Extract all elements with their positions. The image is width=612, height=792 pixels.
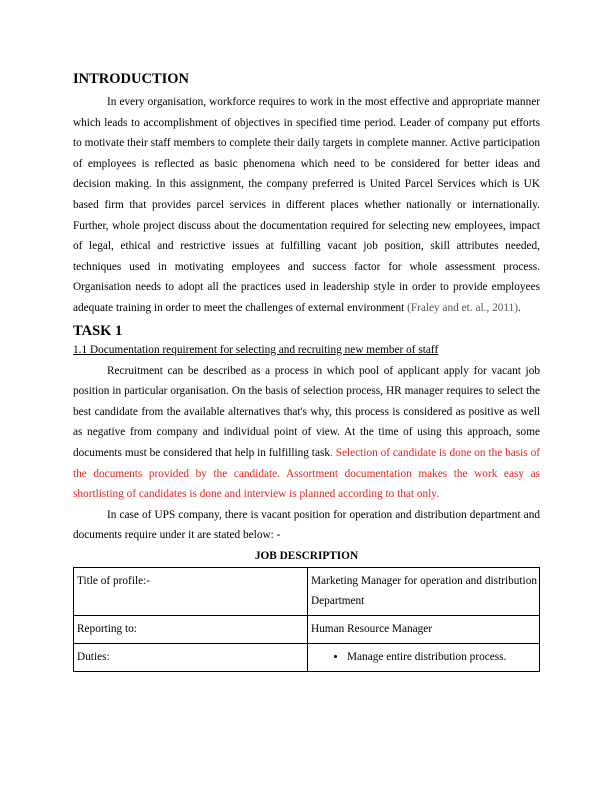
table-row: [74, 643, 540, 671]
task1-paragraph-1-text: Recruitment can be described as a process in which pool of applicant apply for vacant job position in particular organisation. On the basis of selection process, HR manager requires to select the best candidate from the available alternatives that's why, this process is considered as positive as well as negative from company and individual point of view. At the time of using this approach, some documents must be considered that help in fulfilling task: [73, 364, 540, 459]
task1-paragraph-1: [73, 361, 540, 505]
intro-text: In every organisation, workforce requires to work in the most effective and appropriate manner which leads to accomplishment of objectives in specified time period. Leader of company put efforts to motivate their staff members to complete their daily targets in complete manner. Active participation of employees is reflected as basic phenomena which need to be considered for better ideas and decision making. In this assignment, the company preferred is United Parcel Services which is UK based firm that provides parcel services in different places whether nationally or internationally. Further, whole project discuss about the documentation required for selecting new employees, impact of legal, ethical and restrictive issues at fulfilling vacant job position, skill attributes needed, techniques used in motivating employees and success factor for whole assessment process. Organisation needs to adopt all the practices used in leadership style in order to provide employees adequate training in order to meet the challenges of external environment: [73, 96, 540, 314]
row-label: Duties:: [74, 643, 308, 671]
job-description-table: [73, 567, 540, 672]
list-item: • Manage entire distribution process.: [347, 647, 537, 667]
document-page: [73, 70, 540, 672]
task1-heading: TASK 1: [73, 322, 123, 339]
intro-end: .: [518, 301, 521, 314]
row-label: Reporting to:: [74, 615, 308, 643]
row-value: Marketing Manager for operation and distribution Department: [308, 567, 540, 615]
row-label: Title of profile:-: [74, 567, 308, 615]
row-value: Human Resource Manager: [308, 615, 540, 643]
job-description-title: JOB DESCRIPTION: [254, 549, 359, 562]
intro-citation: (Fraley and et. al., 2011): [407, 301, 519, 314]
intro-heading: INTRODUCTION: [73, 71, 190, 87]
duties-list: [311, 647, 537, 667]
task1-paragraph-1-highlight: . Selection of candidate is done on the basis of the documents provided by the candidate. Assortment documentation makes the work easy as shortlisting of candidates is done and interview is planned according to that only.: [73, 446, 540, 501]
table-row: [74, 615, 540, 643]
table-row: [74, 567, 540, 615]
row-value-list: [308, 643, 540, 671]
task1-subheading: 1.1 Documentation requirement for selecting and recruiting new member of staff: [73, 343, 439, 356]
intro-paragraph: [73, 92, 540, 319]
task1-paragraph-2: In case of UPS company, there is vacant position for operation and distribution department and documents require under it are stated below: -: [73, 508, 540, 542]
